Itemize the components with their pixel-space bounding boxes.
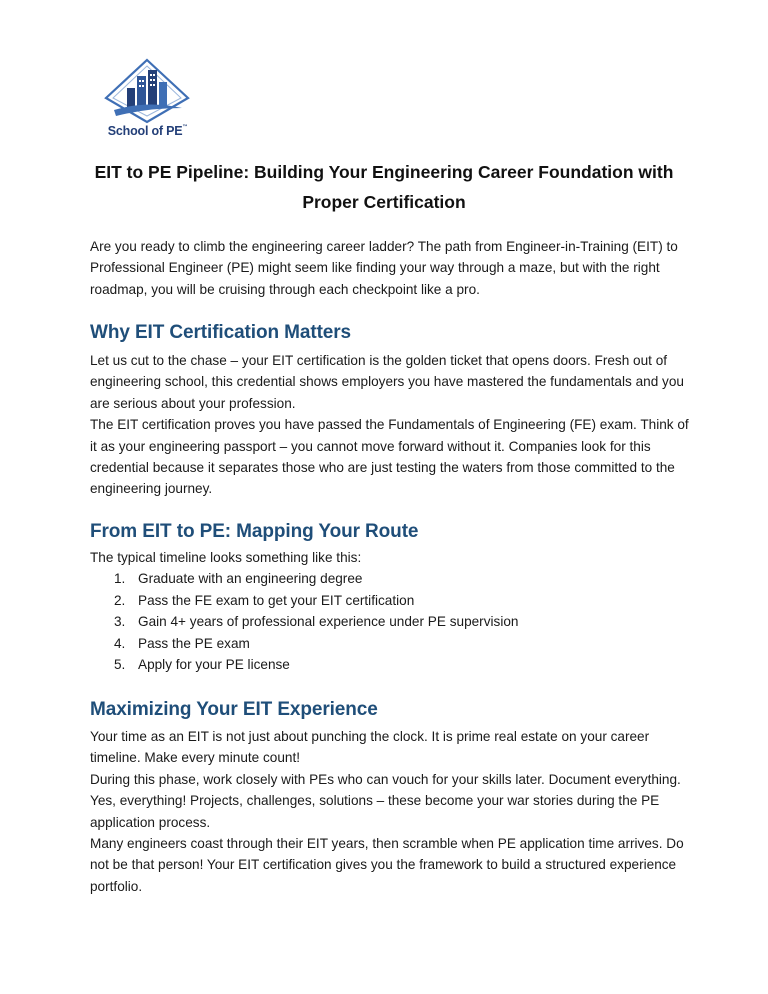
list-item: 4. Pass the PE exam [114, 635, 250, 651]
section-heading-route: From EIT to PE: Mapping Your Route [90, 521, 419, 542]
page-title: EIT to PE Pipeline: Building Your Engineering Career Foundation with Proper Certification [94, 162, 674, 212]
list-item: 1. Graduate with an engineering degree [114, 571, 363, 587]
paragraph: During this phase, work closely with PEs who can vouch for your skills later. Document everything. Yes, everything! Projects, challenges, solutions – these become your war stories during the PE application process. [90, 771, 681, 830]
timeline-list [90, 568, 690, 675]
list-item: 3. Gain 4+ years of professional experience under PE supervision [114, 614, 519, 630]
section-heading-why-eit: Why EIT Certification Matters [90, 322, 352, 343]
intro-paragraph: Are you ready to climb the engineering career ladder? The path from Engineer-in-Training (EIT) to Professional Engineer (PE) might seem like finding your way through a maze, but with the right roadmap, you will be cruising through each checkpoint like a pro. [90, 239, 678, 297]
section-maximizing-body [90, 726, 690, 897]
list-item: 5. Apply for your PE license [114, 657, 290, 673]
logo-text: School of PE™ [107, 124, 188, 138]
list-item: 2. Pass the FE exam to get your EIT certification [114, 592, 415, 608]
list-lead: The typical timeline looks something like this: [90, 550, 362, 565]
paragraph: Let us cut to the chase – your EIT certification is the golden ticket that opens doors. Fresh out of engineering school, this credential shows employers you have mastered the fundamentals and you are serious about your profession. [90, 353, 684, 411]
school-of-pe-logo [100, 58, 195, 150]
section-why-eit-body [90, 350, 690, 500]
paragraph: Many engineers coast through their EIT years, then scramble when PE application time arrives. Do not be that person! Your EIT certification gives you the framework to build a structured experience portfolio. [90, 836, 684, 894]
section-route-body [90, 547, 690, 675]
paragraph: The EIT certification proves you have passed the Fundamentals of Engineering (FE) exam. Think of it as your engineering passport – you cannot move forward without it. Companies look for this credential because it separates those who are just testing the waters from those committed to the engineering journey. [90, 417, 689, 497]
paragraph: Your time as an EIT is not just about punching the clock. It is prime real estate on your career timeline. Make every minute count! [90, 729, 650, 766]
building-logo-icon [100, 58, 195, 124]
section-heading-maximizing: Maximizing Your EIT Experience [90, 699, 378, 720]
